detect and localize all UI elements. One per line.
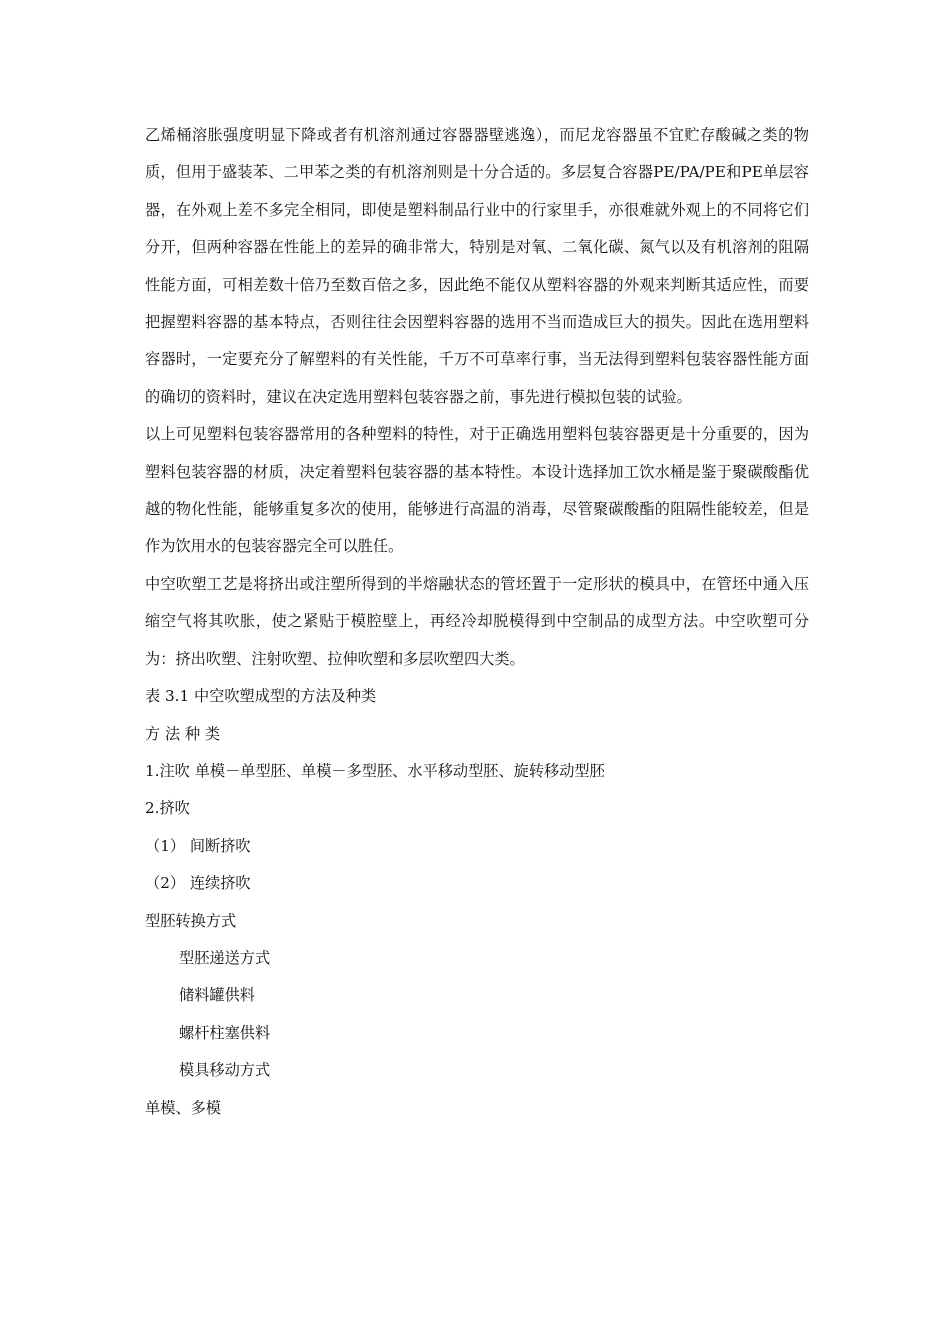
table-row-extrusion-blow: 2.挤吹: [145, 799, 190, 818]
table-row-mold-movement: 模具移动方式: [179, 1061, 271, 1080]
table-row-single-multi-mold: 单模、多模: [145, 1098, 221, 1117]
table-row-injection-blow: 1.注吹 单模－单型胚、单模－多型胚、水平移动型胚、旋转移动型胚: [145, 761, 605, 780]
paragraph-blow-molding: 中空吹塑工艺是将挤出或注塑所得到的半熔融状态的管坯置于一定形状的模具中，在管坯中通入压缩空气将其吹胀，使之紧贴于模腔壁上，再经冷却脱模得到中空制品的成型方法。中空吹塑可分为：挤出吹塑、注射吹塑、拉伸吹塑和多层吹塑四大类。: [145, 574, 809, 668]
table-row-accumulator-feed: 储料罐供料: [179, 986, 255, 1005]
paragraph-container-properties: 乙烯桶溶胀强度明显下降或者有机溶剂通过容器器壁逃逸），而尼龙容器虽不宜贮存酸碱之类的物质，但用于盛装苯、二甲苯之类的有机溶剂则是十分合适的。多层复合容器PE/PA/PE和PE单层容器，在外观上差不多完全相同，即使是塑料制品行业中的行家里手，亦很难就外观上的不同将它们分开，但两种容器在性能上的差异的确非常大，特别是对氧、二氧化碳、氮气以及有机溶剂的阻隔性能方面，可相差数十倍乃至数百倍之多，因此绝不能仅从塑料容器的外观来判断其适应性，而要把握塑料容器的基本特点，否则往往会因塑料容器的选用不当而造成巨大的损失。因此在选用塑料容器时，一定要充分了解塑料的有关性能，千万不可草率行事，当无法得到塑料包装容器性能方面的确切的资料时，建议在决定选用塑料包装容器之前，事先进行模拟包装的试验。: [145, 126, 809, 406]
paragraph-material-choice: 以上可见塑料包装容器常用的各种塑料的特性，对于正确选用塑料包装容器更是十分重要的，因为塑料包装容器的材质，决定着塑料包装容器的基本特性。本设计选择加工饮水桶是鉴于聚碳酸酯优越的物化性能，能够重复多次的使用，能够进行高温的消毒，尽管聚碳酸酯的阻隔性能较差，但是作为饮用水的包装容器完全可以胜任。: [145, 425, 809, 556]
table-caption: 表 3.1 中空吹塑成型的方法及种类: [145, 687, 377, 706]
table-row-parison-transfer: 型胚转换方式: [145, 911, 237, 930]
table-row-parison-delivery: 型胚递送方式: [179, 948, 271, 967]
table-row-screw-plunger-feed: 螺杆柱塞供料: [179, 1023, 271, 1042]
document-page: [145, 117, 809, 1127]
table-header: 方 法 种 类: [145, 724, 221, 743]
table-row-continuous: （2） 连续挤吹: [145, 874, 251, 893]
table-row-intermittent: （1） 间断挤吹: [145, 836, 251, 855]
